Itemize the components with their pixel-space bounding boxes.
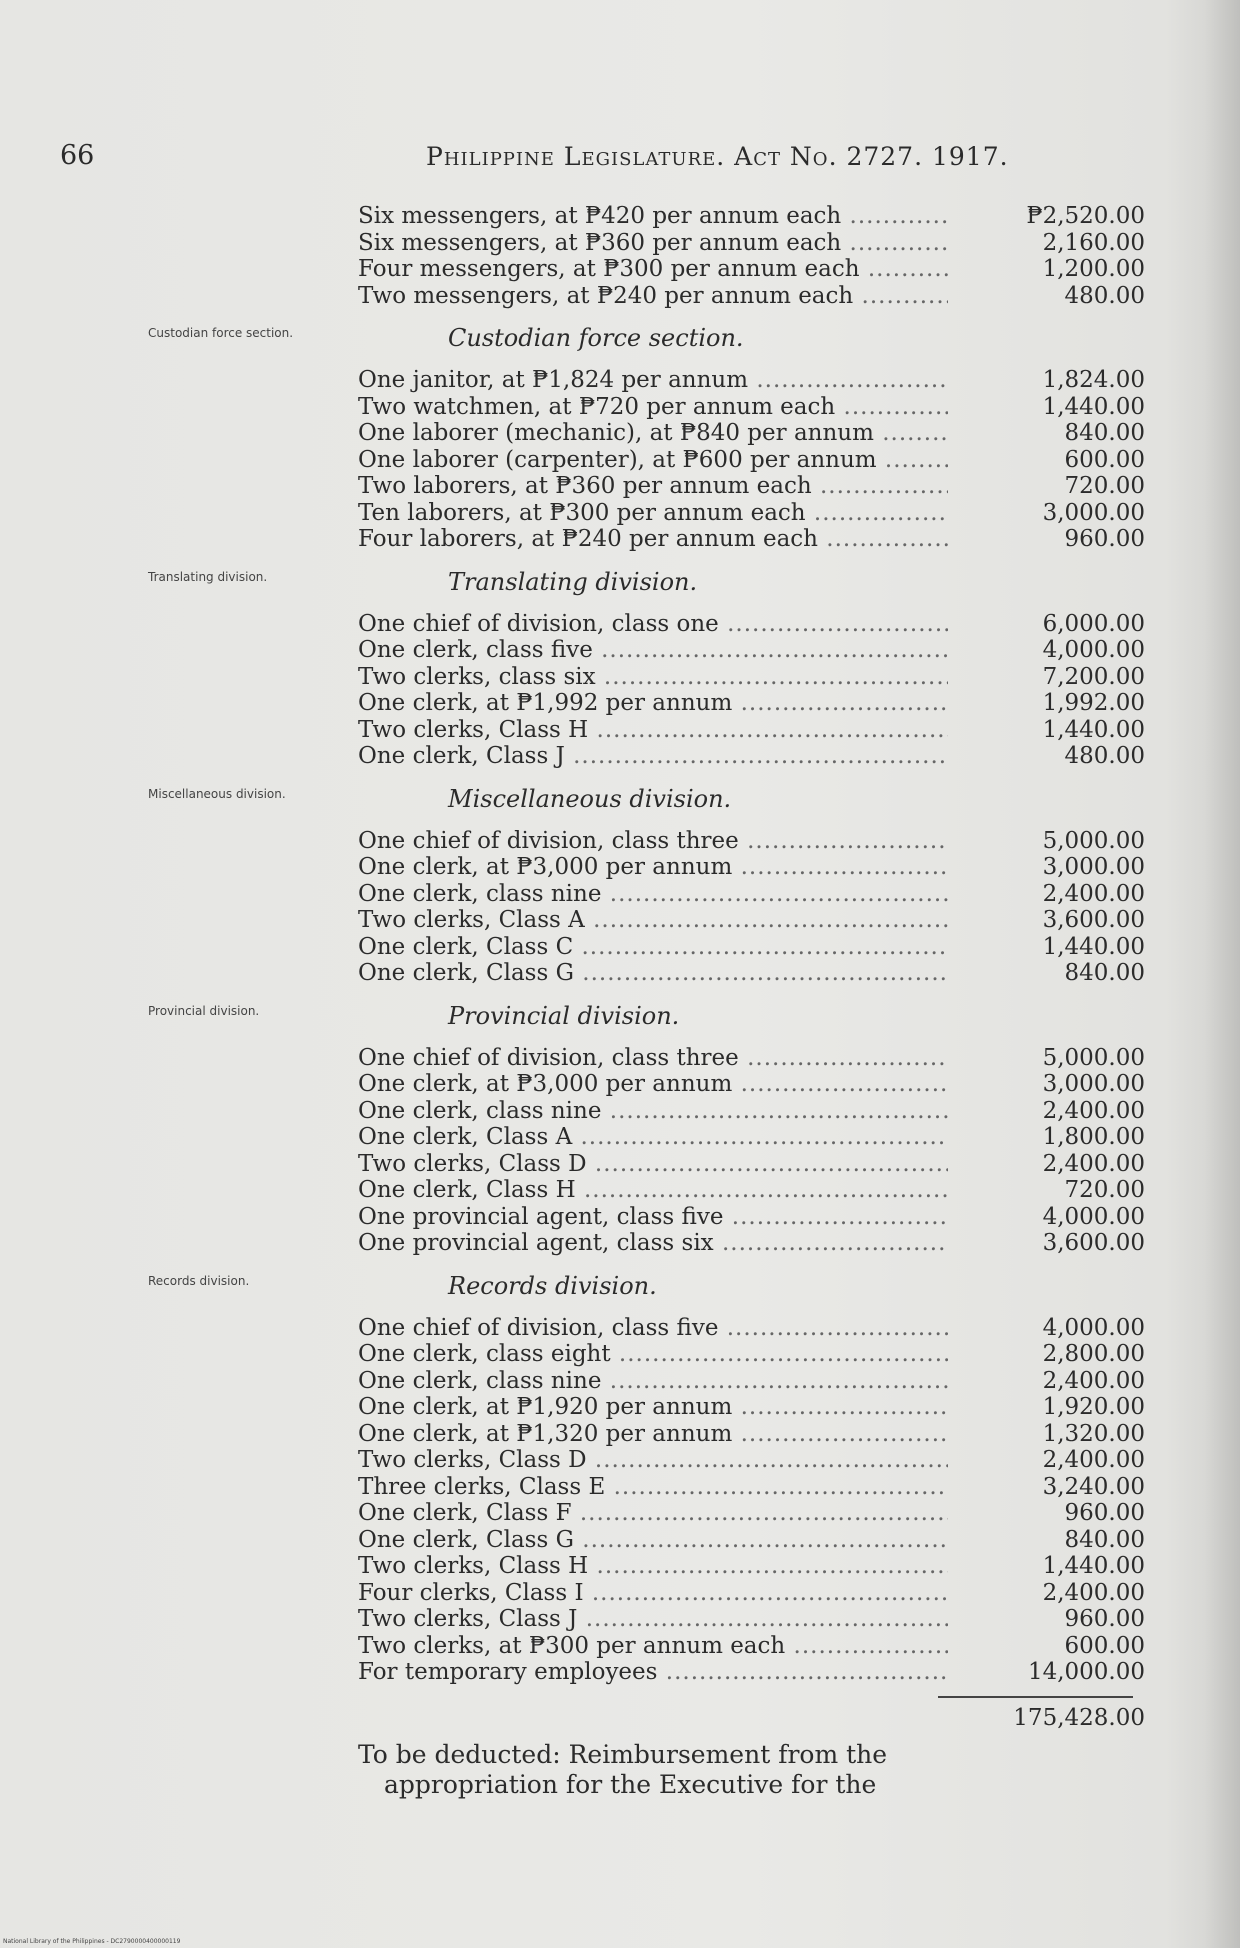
line-item-label: One clerk, Class J ..... <box>358 743 948 770</box>
line-item-label: Four messengers, at ₱300 per annum each ..... <box>358 256 948 283</box>
line-item-label: One provincial agent, class six ..... <box>358 1230 948 1257</box>
margin-note: Translating division. <box>148 569 268 584</box>
line-item <box>358 1098 1153 1125</box>
line-item-amount: 720.00 <box>1064 1177 1145 1203</box>
line-item-amount: 4,000.00 <box>1042 1203 1145 1230</box>
margin-note: Miscellaneous division. <box>148 786 286 801</box>
line-item-label: One clerk, Class G ..... <box>358 960 948 987</box>
line-item-amount: 4,000.00 <box>1042 1314 1145 1341</box>
line-item <box>358 690 1153 717</box>
line-item-label: One janitor, at ₱1,824 per annum ..... <box>358 367 948 394</box>
margin-note: Custodian force section. <box>148 326 294 340</box>
line-item-amount: 960.00 <box>1064 1500 1145 1526</box>
line-item-label: One clerk, at ₱1,320 per annum ..... <box>358 1421 948 1448</box>
line-item-amount: 6,000.00 <box>1042 610 1145 637</box>
division-section <box>148 315 1153 553</box>
line-item <box>358 1553 1153 1580</box>
line-item <box>358 1124 1153 1151</box>
line-item-amount: 1,440.00 <box>1042 716 1145 743</box>
line-item <box>358 1230 1153 1257</box>
line-item <box>358 367 1153 394</box>
line-item <box>358 664 1153 691</box>
line-item-amount: 3,600.00 <box>1042 1230 1145 1256</box>
line-item <box>358 1659 1153 1686</box>
line-item <box>358 1527 1153 1554</box>
deduction-text <box>358 1740 958 1800</box>
page-number: 66 <box>60 140 95 171</box>
line-item-amount: 2,400.00 <box>1042 1097 1145 1124</box>
line-item <box>358 1368 1153 1395</box>
line-item <box>358 854 1153 881</box>
line-item-amount: 3,240.00 <box>1042 1473 1145 1500</box>
line-item <box>358 717 1153 744</box>
line-item <box>358 1580 1153 1607</box>
line-item-label: Two clerks, Class D ..... <box>358 1447 948 1474</box>
line-item <box>358 743 1153 770</box>
line-item-label: For temporary employees ..... <box>358 1659 948 1686</box>
line-item-amount: 1,992.00 <box>1042 690 1145 716</box>
line-item-amount: 1,320.00 <box>1042 1420 1145 1447</box>
line-item-label: Six messengers, at ₱360 per annum each ..... <box>358 230 948 257</box>
page-edge-shadow <box>1204 0 1240 1948</box>
line-item-amount: 2,160.00 <box>1042 229 1145 256</box>
line-item-label: Two clerks, Class D ..... <box>358 1151 948 1178</box>
line-item-amount: 3,000.00 <box>1042 1071 1145 1097</box>
line-item <box>358 1177 1153 1204</box>
line-item-label: One laborer (mechanic), at ₱840 per annum ..... <box>358 420 948 447</box>
line-item-label: One clerk, Class G ..... <box>358 1527 948 1554</box>
line-item <box>358 907 1153 934</box>
line-item-label: One clerk, Class C ..... <box>358 934 948 961</box>
line-item <box>358 881 1153 908</box>
line-item-label: One chief of division, class three ..... <box>358 1045 948 1072</box>
line-item <box>358 1394 1153 1421</box>
opening-rows <box>358 203 1153 309</box>
line-item-amount: 1,800.00 <box>1042 1124 1145 1150</box>
line-item-label: Two clerks, at ₱300 per annum each ..... <box>358 1633 948 1660</box>
line-item-label: Six messengers, at ₱420 per annum each ..... <box>358 203 948 230</box>
line-item-label: One clerk, Class F ..... <box>358 1500 948 1527</box>
line-item-label: One clerk, class nine ..... <box>358 1098 948 1125</box>
line-item-amount: 2,400.00 <box>1042 1367 1145 1394</box>
line-item <box>358 1315 1153 1342</box>
line-item-amount: 2,800.00 <box>1042 1341 1145 1367</box>
deduction-line-2: appropriation for the Executive for the <box>384 1769 877 1799</box>
line-item-label: One clerk, Class A ..... <box>358 1124 948 1151</box>
line-item <box>358 637 1153 664</box>
line-item-amount: 1,920.00 <box>1042 1394 1145 1420</box>
total-row <box>358 1698 1153 1738</box>
line-item-label: One chief of division, class five ..... <box>358 1315 948 1342</box>
line-item-amount: 5,000.00 <box>1042 1044 1145 1071</box>
deduction-line-1: To be deducted: Reimbursement from the <box>358 1739 888 1769</box>
line-item <box>358 1341 1153 1368</box>
line-item-label: One clerk, at ₱3,000 per annum ..... <box>358 1071 948 1098</box>
line-item-amount: 3,000.00 <box>1042 854 1145 880</box>
line-item-label: Two clerks, Class A ..... <box>358 907 948 934</box>
appropriation-list <box>148 203 1153 1800</box>
division-section <box>148 776 1153 987</box>
line-item-label: Ten laborers, at ₱300 per annum each ..... <box>358 500 948 527</box>
line-item <box>358 256 1153 283</box>
line-item-amount: 1,200.00 <box>1042 256 1145 282</box>
line-item <box>358 1500 1153 1527</box>
line-item <box>358 283 1153 310</box>
line-item-amount: 720.00 <box>1064 473 1145 499</box>
line-item-label: One provincial agent, class five ..... <box>358 1204 948 1231</box>
line-item-label: Two messengers, at ₱240 per annum each ..... <box>358 283 948 310</box>
line-item <box>358 230 1153 257</box>
line-item <box>358 473 1153 500</box>
line-item-amount: 480.00 <box>1064 743 1145 769</box>
line-item-amount: 2,400.00 <box>1042 1150 1145 1177</box>
line-item-amount: 1,440.00 <box>1042 393 1145 420</box>
line-item <box>358 1474 1153 1501</box>
line-item <box>358 394 1153 421</box>
line-item-amount: 840.00 <box>1064 1526 1145 1553</box>
line-item-amount: 7,200.00 <box>1042 663 1145 690</box>
line-item-label: Two clerks, class six ..... <box>358 664 948 691</box>
division-section <box>148 993 1153 1257</box>
line-item-label: Four clerks, Class I ..... <box>358 1580 948 1607</box>
line-item <box>358 1151 1153 1178</box>
total-amount: 175,428.00 <box>1013 1704 1145 1731</box>
line-item-label: Two laborers, at ₱360 per annum each ..... <box>358 473 948 500</box>
line-item <box>358 447 1153 474</box>
line-item-label: Two clerks, Class H ..... <box>358 717 948 744</box>
line-item-label: Two clerks, Class J ..... <box>358 1606 948 1633</box>
line-item-label: Four laborers, at ₱240 per annum each ..... <box>358 526 948 553</box>
line-item-amount: 480.00 <box>1064 282 1145 309</box>
line-item <box>358 203 1153 230</box>
line-item <box>358 828 1153 855</box>
line-item-label: One clerk, class five ..... <box>358 637 948 664</box>
line-item <box>358 934 1153 961</box>
line-item-amount: 4,000.00 <box>1042 637 1145 663</box>
section-heading: Provincial division. <box>448 1001 680 1030</box>
section-heading: Translating division. <box>448 567 698 596</box>
line-item-label: Three clerks, Class E ..... <box>358 1474 948 1501</box>
line-item <box>358 611 1153 638</box>
line-item-amount: 2,400.00 <box>1042 1447 1145 1473</box>
section-heading: Records division. <box>448 1271 657 1300</box>
line-item <box>358 1606 1153 1633</box>
line-item-amount: 5,000.00 <box>1042 827 1145 854</box>
line-item-amount: 840.00 <box>1064 960 1145 986</box>
line-item-label: One laborer (carpenter), at ₱600 per annum ..... <box>358 447 948 474</box>
line-item-label: One clerk, at ₱1,920 per annum ..... <box>358 1394 948 1421</box>
line-item-label: One clerk, at ₱1,992 per annum ..... <box>358 690 948 717</box>
line-item <box>358 420 1153 447</box>
line-item-label: One chief of division, class one ..... <box>358 611 948 638</box>
line-item-label: One clerk, class nine ..... <box>358 881 948 908</box>
margin-note: Provincial division. <box>148 1003 260 1018</box>
line-item-amount: 960.00 <box>1064 526 1145 552</box>
line-item-label: One clerk, Class H ..... <box>358 1177 948 1204</box>
line-item-amount: 3,000.00 <box>1042 499 1145 526</box>
line-item-amount: 840.00 <box>1064 420 1145 446</box>
line-item-amount: 600.00 <box>1064 1632 1145 1659</box>
line-item-amount: ₱2,520.00 <box>1026 203 1145 229</box>
margin-note: Records division. <box>148 1273 250 1288</box>
line-item-label: One chief of division, class three ..... <box>358 828 948 855</box>
section-heading: Miscellaneous division. <box>448 784 732 813</box>
line-item <box>358 1447 1153 1474</box>
line-item-label: One clerk, class eight ..... <box>358 1341 948 1368</box>
line-item-amount: 600.00 <box>1064 446 1145 473</box>
line-item-label: One clerk, at ₱3,000 per annum ..... <box>358 854 948 881</box>
line-item-label: Two clerks, Class H ..... <box>358 1553 948 1580</box>
line-item-label: One clerk, class nine ..... <box>358 1368 948 1395</box>
line-item <box>358 1071 1153 1098</box>
line-item <box>358 960 1153 987</box>
division-sections <box>148 315 1153 1686</box>
footer-credit: National Library of the Philippines - DC2790000400000119 <box>3 1938 181 1945</box>
line-item <box>358 1045 1153 1072</box>
running-head: Philippine Legislature. Act No. 2727. 1917. <box>426 142 1009 171</box>
line-item <box>358 526 1153 553</box>
division-section <box>148 1263 1153 1686</box>
line-item <box>358 500 1153 527</box>
line-item <box>358 1633 1153 1660</box>
line-item <box>358 1204 1153 1231</box>
line-item-amount: 14,000.00 <box>1027 1659 1145 1685</box>
line-item <box>358 1421 1153 1448</box>
line-item-amount: 1,440.00 <box>1042 933 1145 960</box>
line-item-amount: 2,400.00 <box>1042 880 1145 907</box>
line-item-amount: 1,440.00 <box>1042 1553 1145 1579</box>
line-item-amount: 3,600.00 <box>1042 907 1145 933</box>
line-item-amount: 960.00 <box>1064 1606 1145 1632</box>
line-item-amount: 1,824.00 <box>1042 367 1145 393</box>
division-section <box>148 559 1153 770</box>
line-item-amount: 2,400.00 <box>1042 1579 1145 1606</box>
section-heading: Custodian force section. <box>448 324 744 352</box>
line-item-label: Two watchmen, at ₱720 per annum each ..... <box>358 394 948 421</box>
